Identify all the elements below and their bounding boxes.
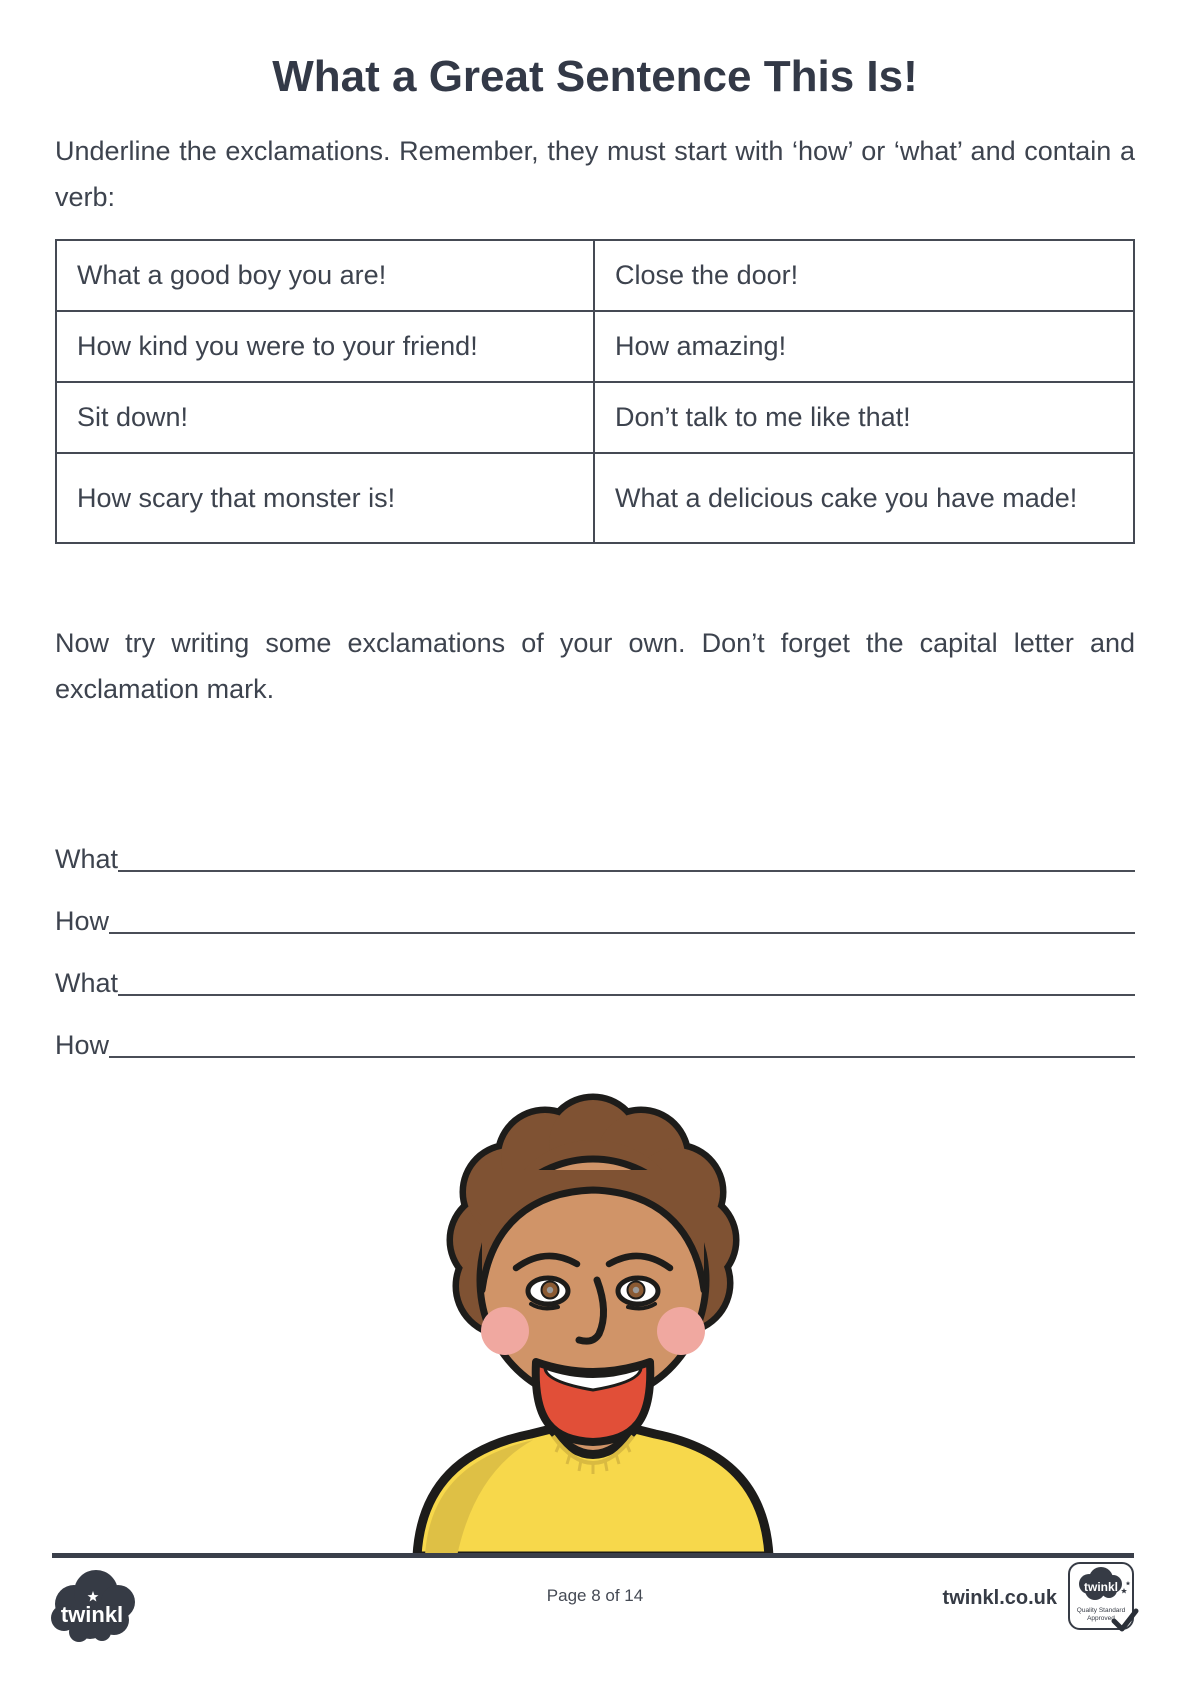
badge-brand-text: twinkl xyxy=(1083,1580,1119,1594)
checkmark-icon xyxy=(1111,1608,1139,1632)
twinkl-logo-text: twinkl xyxy=(60,1602,124,1627)
table-cell xyxy=(57,241,595,310)
instruction-paragraph-1: Underline the exclamations. Remember, they must start with ‘how’ or ‘what’ and contain a verb: xyxy=(55,136,1135,212)
write-line-label: How xyxy=(55,906,110,936)
table-cell xyxy=(595,312,1133,381)
table-row xyxy=(57,310,1133,381)
table-cell xyxy=(57,383,595,452)
table-row xyxy=(57,452,1133,542)
write-line-label: What xyxy=(55,968,119,998)
table-row xyxy=(57,241,1133,310)
write-line-rule xyxy=(118,870,1135,872)
star-icon xyxy=(1121,1581,1130,1594)
write-line xyxy=(55,966,1135,1000)
write-line-label: What xyxy=(55,844,119,874)
cell-text: Don’t talk to me like that! xyxy=(615,402,911,432)
cell-text: How scary that monster is! xyxy=(77,482,396,513)
exclamations-table xyxy=(55,239,1135,544)
write-line xyxy=(55,904,1135,938)
cell-text: Close the door! xyxy=(615,260,799,290)
cell-text: What a good boy you are! xyxy=(77,260,387,290)
cell-text: Sit down! xyxy=(77,402,189,432)
table-cell xyxy=(595,241,1133,310)
instruction-paragraph-2: Now try writing some exclamations of your own. Don’t forget the capital letter and exclamation mark. xyxy=(55,628,1135,704)
boy-illustration xyxy=(385,1040,805,1556)
page-number: Page 8 of 14 xyxy=(546,1586,644,1605)
write-line xyxy=(55,842,1135,876)
write-line-rule xyxy=(109,932,1135,934)
table-row xyxy=(57,381,1133,452)
write-line-rule xyxy=(118,994,1135,996)
footer-divider xyxy=(52,1553,1134,1558)
table-cell xyxy=(57,454,595,542)
badge-cloud-logo xyxy=(1070,1566,1132,1602)
write-line-label: How xyxy=(55,1030,110,1060)
table-cell xyxy=(595,383,1133,452)
badge-line1: Quality Standard xyxy=(1076,1607,1126,1614)
quality-badge xyxy=(1068,1562,1134,1630)
cell-text: How kind you were to your friend! xyxy=(77,331,478,361)
site-url: twinkl.co.uk xyxy=(942,1587,1057,1609)
table-cell xyxy=(595,454,1133,542)
cell-text: What a delicious cake you have made! xyxy=(615,483,1078,513)
table-cell xyxy=(57,312,595,381)
badge-line2: Approved xyxy=(1087,1615,1115,1622)
page-title: What a Great Sentence This Is! xyxy=(272,52,918,101)
cell-text: How amazing! xyxy=(615,331,787,361)
